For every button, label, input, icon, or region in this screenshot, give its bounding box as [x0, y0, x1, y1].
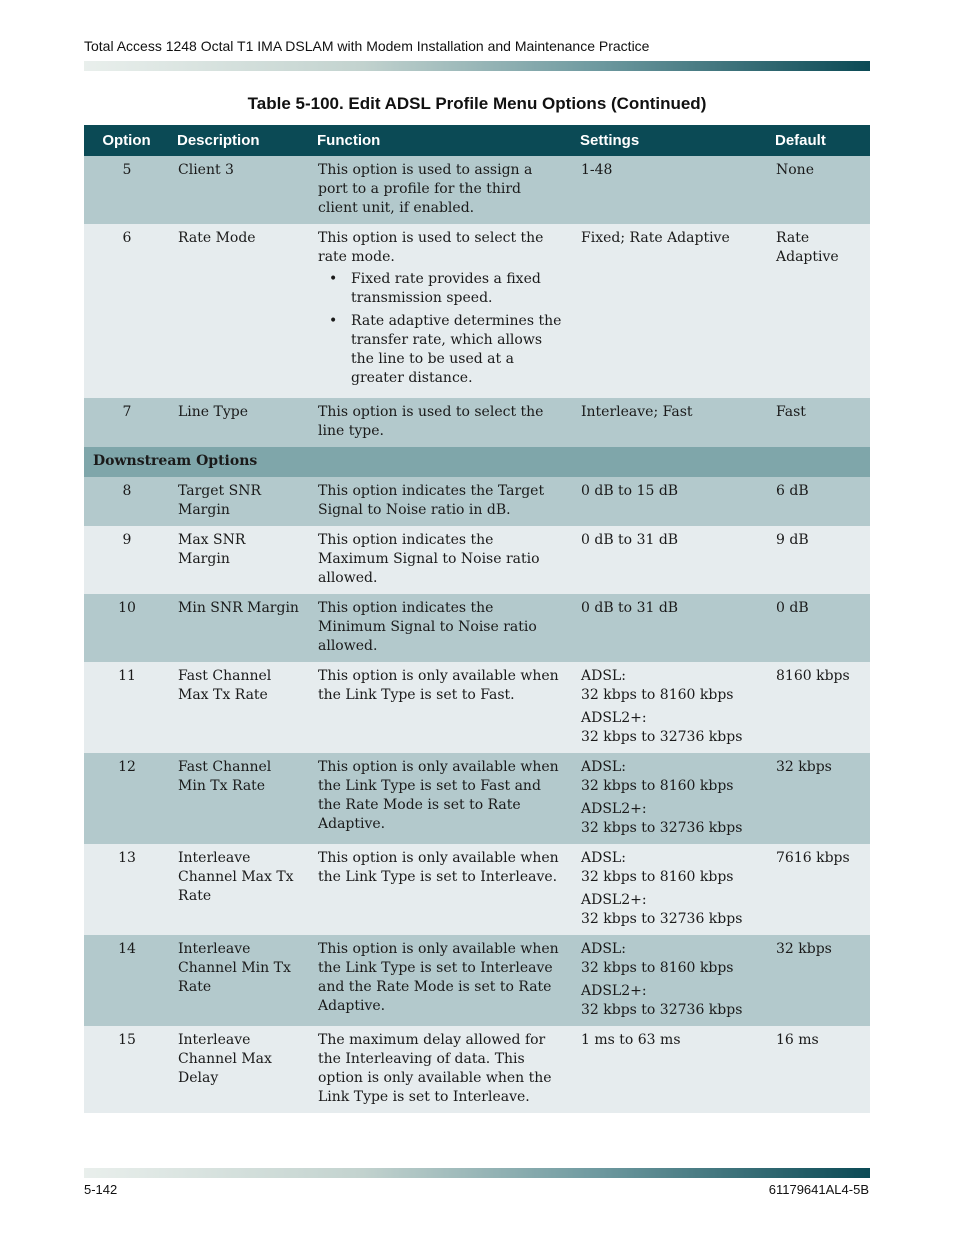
option-description: Interleave Channel Min Tx Rate: [169, 935, 309, 1026]
option-function: This option indicates the Minimum Signal to Noise ratio allowed.: [309, 594, 572, 662]
settings-adsl-label: ADSL:: [581, 941, 626, 957]
option-function: This option is used to select the line type.: [309, 398, 572, 447]
option-function: This option is only available when the Link Type is set to Fast.: [309, 662, 572, 753]
option-settings: 1-48: [572, 156, 767, 224]
table-row: [84, 594, 870, 662]
table-row: [84, 662, 870, 753]
option-function: This option is only available when the Link Type is set to Interleave and the Rate Mode is set to Rate Adaptive.: [309, 935, 572, 1026]
option-description: Fast Channel Max Tx Rate: [169, 662, 309, 753]
option-number: 15: [84, 1026, 169, 1113]
option-settings: 0 dB to 31 dB: [572, 594, 767, 662]
table-row: [84, 398, 870, 447]
option-description: Max SNR Margin: [169, 526, 309, 594]
option-function: This option is only available when the Link Type is set to Fast and the Rate Mode is set to Rate Adaptive.: [309, 753, 572, 844]
option-number: 12: [84, 753, 169, 844]
option-description: Client 3: [169, 156, 309, 224]
option-default: 8160 kbps: [767, 662, 870, 753]
settings-adsl2-range: 32 kbps to 32736 kbps: [581, 1002, 743, 1018]
table-row: [84, 935, 870, 1026]
document-number: 61179641AL4-5B: [768, 1182, 869, 1197]
settings-adsl2-range: 32 kbps to 32736 kbps: [581, 820, 743, 836]
option-number: 5: [84, 156, 169, 224]
bullet-item: • Fixed rate provides a fixed transmission speed.: [351, 270, 564, 308]
header-rule: [84, 61, 870, 71]
document-header: Total Access 1248 Octal T1 IMA DSLAM with Modem Installation and Maintenance Practice: [84, 38, 650, 54]
option-number: 10: [84, 594, 169, 662]
settings-adsl-label: ADSL:: [581, 759, 626, 775]
settings-adsl-range: 32 kbps to 8160 kbps: [581, 869, 734, 885]
table-row: [84, 1026, 870, 1113]
option-number: 8: [84, 477, 169, 526]
option-number: 14: [84, 935, 169, 1026]
table-row: [84, 844, 870, 935]
option-default: Rate Adaptive: [767, 224, 870, 398]
table-row: [84, 526, 870, 594]
option-default: 6 dB: [767, 477, 870, 526]
section-row-downstream: [84, 447, 870, 477]
option-default: 9 dB: [767, 526, 870, 594]
option-function: This option is used to assign a port to a profile for the third client unit, if enabled.: [309, 156, 572, 224]
page-number: 5-142: [84, 1182, 118, 1197]
table-row: [84, 156, 870, 224]
option-settings: [572, 662, 767, 753]
option-function: This option indicates the Maximum Signal to Noise ratio allowed.: [309, 526, 572, 594]
function-bullet-list: [318, 270, 564, 388]
option-settings: 0 dB to 31 dB: [572, 526, 767, 594]
table-row: [84, 477, 870, 526]
table-row: [84, 753, 870, 844]
options-table: [84, 125, 870, 1113]
option-function: The maximum delay allowed for the Interleaving of data. This option is only available when the Link Type is set to Interleave.: [309, 1026, 572, 1113]
bullet-item: • Rate adaptive determines the transfer rate, which allows the line to be used at a greater distance.: [351, 312, 564, 388]
option-description: Interleave Channel Max Delay: [169, 1026, 309, 1113]
option-description: Fast Channel Min Tx Rate: [169, 753, 309, 844]
settings-adsl2-label: ADSL2+:: [581, 983, 647, 999]
option-description: Line Type: [169, 398, 309, 447]
settings-adsl-range: 32 kbps to 8160 kbps: [581, 778, 734, 794]
table-title: Table 5-100. Edit ADSL Profile Menu Options (Continued): [247, 94, 707, 113]
option-number: 7: [84, 398, 169, 447]
option-description: Rate Mode: [169, 224, 309, 398]
settings-adsl-label: ADSL:: [581, 850, 626, 866]
option-settings: [572, 753, 767, 844]
option-function: [309, 224, 572, 398]
column-header-default: Default: [767, 125, 870, 156]
section-title: Downstream Options: [84, 447, 870, 477]
settings-adsl-label: ADSL:: [581, 668, 626, 684]
settings-adsl2-label: ADSL2+:: [581, 710, 647, 726]
option-settings: 1 ms to 63 ms: [572, 1026, 767, 1113]
option-description: Target SNR Margin: [169, 477, 309, 526]
option-settings: [572, 844, 767, 935]
option-number: 6: [84, 224, 169, 398]
option-number: 9: [84, 526, 169, 594]
column-header-option: Option: [84, 125, 169, 156]
table-row: [84, 224, 870, 398]
option-function: This option indicates the Target Signal to Noise ratio in dB.: [309, 477, 572, 526]
column-header-description: Description: [169, 125, 309, 156]
option-settings: Interleave; Fast: [572, 398, 767, 447]
settings-adsl-range: 32 kbps to 8160 kbps: [581, 960, 734, 976]
settings-adsl2-label: ADSL2+:: [581, 892, 647, 908]
settings-adsl2-range: 32 kbps to 32736 kbps: [581, 911, 743, 927]
option-default: 0 dB: [767, 594, 870, 662]
option-default: None: [767, 156, 870, 224]
option-default: Fast: [767, 398, 870, 447]
table-header-row: [84, 125, 870, 156]
column-header-settings: Settings: [572, 125, 767, 156]
option-number: 11: [84, 662, 169, 753]
column-header-function: Function: [309, 125, 572, 156]
option-description: Min SNR Margin: [169, 594, 309, 662]
option-settings: [572, 935, 767, 1026]
option-default: 16 ms: [767, 1026, 870, 1113]
option-function: This option is only available when the Link Type is set to Interleave.: [309, 844, 572, 935]
option-settings: 0 dB to 15 dB: [572, 477, 767, 526]
option-settings: Fixed; Rate Adaptive: [572, 224, 767, 398]
function-text: This option is used to select the rate mode.: [318, 230, 544, 265]
option-default: 32 kbps: [767, 935, 870, 1026]
settings-adsl2-range: 32 kbps to 32736 kbps: [581, 729, 743, 745]
option-number: 13: [84, 844, 169, 935]
footer-rule: [84, 1168, 870, 1178]
settings-adsl-range: 32 kbps to 8160 kbps: [581, 687, 734, 703]
settings-adsl2-label: ADSL2+:: [581, 801, 647, 817]
option-default: 7616 kbps: [767, 844, 870, 935]
option-default: 32 kbps: [767, 753, 870, 844]
option-description: Interleave Channel Max Tx Rate: [169, 844, 309, 935]
